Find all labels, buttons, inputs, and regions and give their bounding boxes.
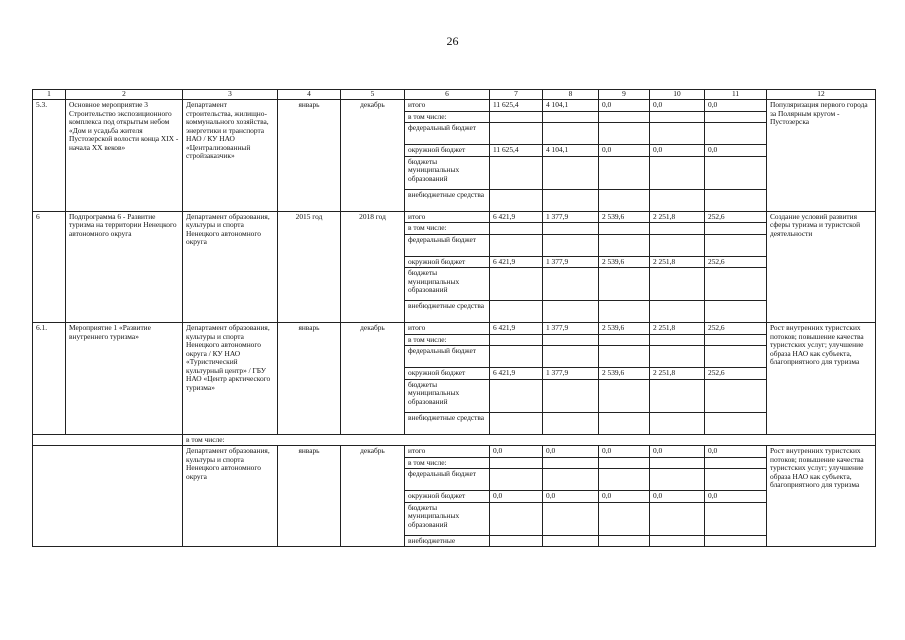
amount-cell (543, 346, 599, 368)
funding-source-label: итого (405, 100, 490, 112)
amount-cell (705, 469, 767, 491)
column-number-cell: 10 (650, 90, 705, 100)
amount-cell: 0,0 (543, 491, 599, 503)
amount-cell (705, 346, 767, 368)
amount-cell (650, 346, 705, 368)
amount-cell: 11 625,4 (490, 100, 543, 112)
amount-cell: 252,6 (705, 323, 767, 335)
item-start: 2015 год (278, 211, 341, 323)
item-result: Рост внутренних туристских потоков; повышение качества туристских услуг; улучшение образа НАО как субъекта, благоприятного для туризма (767, 446, 876, 547)
item-result: Популяризация первого города за Полярным кругом - Пустозерска (767, 100, 876, 212)
amount-cell (543, 111, 599, 123)
amount-cell (599, 111, 650, 123)
column-number-cell: 3 (183, 90, 278, 100)
funding-source-label: федеральный бюджет (405, 234, 490, 256)
amount-cell (599, 123, 650, 145)
amount-cell (543, 189, 599, 211)
amount-cell (490, 301, 543, 323)
amount-cell: 1 377,9 (543, 323, 599, 335)
funding-source-label: в том числе: (405, 111, 490, 123)
amount-cell (705, 189, 767, 211)
amount-cell (599, 189, 650, 211)
program-table (32, 89, 876, 547)
amount-cell: 2 251,8 (650, 256, 705, 268)
amount-cell (490, 502, 543, 535)
amount-cell: 2 251,8 (650, 368, 705, 380)
column-number-cell: 9 (599, 90, 650, 100)
amount-cell (543, 268, 599, 301)
amount-cell (650, 535, 705, 547)
item-start: январь (278, 323, 341, 435)
amount-cell (543, 457, 599, 469)
amount-cell (599, 346, 650, 368)
amount-cell (705, 123, 767, 145)
amount-cell (490, 412, 543, 434)
amount-cell (650, 189, 705, 211)
amount-cell (650, 469, 705, 491)
column-number-cell: 12 (767, 90, 876, 100)
amount-cell (543, 412, 599, 434)
item-start: январь (278, 446, 341, 547)
item-number: 5.3. (33, 100, 66, 212)
amount-cell: 6 421,9 (490, 323, 543, 335)
amount-cell (599, 301, 650, 323)
item-result: Создание условий развития сферы туризма и туристской деятельности (767, 211, 876, 323)
column-number-cell: 4 (278, 90, 341, 100)
amount-cell (599, 268, 650, 301)
funding-source-label: внебюджетные средства (405, 412, 490, 434)
funding-source-label: окружной бюджет (405, 256, 490, 268)
amount-cell: 0,0 (599, 491, 650, 503)
funding-source-label: федеральный бюджет (405, 469, 490, 491)
amount-cell: 0,0 (705, 491, 767, 503)
amount-cell (543, 223, 599, 235)
funding-source-label: федеральный бюджет (405, 123, 490, 145)
amount-cell (543, 334, 599, 346)
amount-cell: 2 251,8 (650, 323, 705, 335)
funding-source-label: окружной бюджет (405, 491, 490, 503)
item-end: декабрь (341, 446, 405, 547)
amount-cell (543, 156, 599, 189)
amount-cell (543, 502, 599, 535)
amount-cell (705, 535, 767, 547)
item-number: 6 (33, 211, 66, 323)
amount-cell (490, 268, 543, 301)
amount-cell: 0,0 (650, 446, 705, 458)
funding-source-label: итого (405, 211, 490, 223)
amount-cell (599, 457, 650, 469)
amount-cell (705, 268, 767, 301)
item-number: 6.1. (33, 323, 66, 435)
item-end: 2018 год (341, 211, 405, 323)
amount-cell (650, 412, 705, 434)
funding-source-label: бюджеты муниципальных образований (405, 379, 490, 412)
item-end: декабрь (341, 100, 405, 212)
amount-cell: 0,0 (705, 145, 767, 157)
amount-cell (490, 346, 543, 368)
funding-source-label: в том числе: (405, 334, 490, 346)
item-name: Подпрограмма 6 - Развитие туризма на территории Ненецкого автономного округа (66, 211, 183, 323)
amount-cell (705, 301, 767, 323)
item-executor: Департамент образования, культуры и спорта Ненецкого автономного округа (183, 446, 278, 547)
item-name: Мероприятие 1 «Развитие внутреннего туризма» (66, 323, 183, 435)
page-number: 26 (446, 34, 459, 48)
subheading-label: в том числе: (183, 434, 876, 446)
funding-source-label: итого (405, 323, 490, 335)
funding-source-label: в том числе: (405, 457, 490, 469)
amount-cell: 0,0 (705, 446, 767, 458)
column-number-cell: 2 (66, 90, 183, 100)
amount-cell: 252,6 (705, 256, 767, 268)
amount-cell: 0,0 (490, 446, 543, 458)
amount-cell (543, 301, 599, 323)
funding-source-label: окружной бюджет (405, 145, 490, 157)
amount-cell (705, 234, 767, 256)
amount-cell: 252,6 (705, 211, 767, 223)
item-executor: Департамент образования, культуры и спорта Ненецкого автономного округа / КУ НАО «Туристический культурный центр» / ГБУ НАО «Центр арктического туризма» (183, 323, 278, 435)
amount-cell: 0,0 (599, 100, 650, 112)
amount-cell (543, 535, 599, 547)
table-row (33, 446, 876, 458)
amount-cell (490, 111, 543, 123)
amount-cell: 0,0 (705, 100, 767, 112)
item-end: декабрь (341, 323, 405, 435)
amount-cell (599, 535, 650, 547)
funding-source-label: федеральный бюджет (405, 346, 490, 368)
amount-cell: 0,0 (650, 100, 705, 112)
funding-source-label: бюджеты муниципальных образований (405, 156, 490, 189)
funding-source-label: внебюджетные (405, 535, 490, 547)
amount-cell (705, 111, 767, 123)
funding-source-label: в том числе: (405, 223, 490, 235)
column-number-cell: 6 (405, 90, 490, 100)
amount-cell: 1 377,9 (543, 211, 599, 223)
amount-cell: 1 377,9 (543, 256, 599, 268)
amount-cell (650, 268, 705, 301)
amount-cell (705, 379, 767, 412)
amount-cell: 2 539,6 (599, 368, 650, 380)
table-body (33, 90, 876, 547)
amount-cell: 6 421,9 (490, 211, 543, 223)
amount-cell: 4 104,1 (543, 100, 599, 112)
amount-cell (490, 334, 543, 346)
amount-cell (599, 223, 650, 235)
amount-cell (543, 123, 599, 145)
amount-cell (490, 223, 543, 235)
funding-source-label: бюджеты муниципальных образований (405, 502, 490, 535)
amount-cell (650, 379, 705, 412)
funding-source-label: окружной бюджет (405, 368, 490, 380)
funding-source-label: итого (405, 446, 490, 458)
amount-cell: 6 421,9 (490, 368, 543, 380)
item-executor: Департамент строительства, жилищно-коммунального хозяйства, энергетики и транспорта НАО / КУ НАО «Централизованный стройзаказчик» (183, 100, 278, 212)
amount-cell (650, 301, 705, 323)
amount-cell (705, 334, 767, 346)
item-name: Основное мероприятие 3 Строительство экспозиционного комплекса под открытым небом «Дом и усадьба жителя Пустозерской волости конца XIX - начала XX веков» (66, 100, 183, 212)
item-result: Рост внутренних туристских потоков; повышение качества туристских услуг; улучшение образа НАО как субъекта, благоприятного для туризма (767, 323, 876, 435)
amount-cell: 0,0 (490, 491, 543, 503)
amount-cell (650, 111, 705, 123)
amount-cell: 11 625,4 (490, 145, 543, 157)
column-number-cell: 5 (341, 90, 405, 100)
amount-cell: 0,0 (650, 491, 705, 503)
amount-cell (490, 379, 543, 412)
funding-source-label: внебюджетные средства (405, 301, 490, 323)
subheading-row (33, 434, 876, 446)
amount-cell (650, 223, 705, 235)
amount-cell (490, 469, 543, 491)
item-start: январь (278, 100, 341, 212)
empty-cell (33, 446, 183, 547)
amount-cell (650, 334, 705, 346)
empty-cell (33, 434, 183, 446)
amount-cell (705, 156, 767, 189)
amount-cell (705, 457, 767, 469)
amount-cell (490, 535, 543, 547)
amount-cell: 0,0 (599, 446, 650, 458)
amount-cell: 2 251,8 (650, 211, 705, 223)
amount-cell: 252,6 (705, 368, 767, 380)
item-executor: Департамент образования, культуры и спорта Ненецкого автономного округа (183, 211, 278, 323)
column-number-cell: 7 (490, 90, 543, 100)
amount-cell (490, 123, 543, 145)
amount-cell (543, 234, 599, 256)
amount-cell (650, 457, 705, 469)
amount-cell (650, 502, 705, 535)
amount-cell (490, 189, 543, 211)
amount-cell (490, 457, 543, 469)
amount-cell: 6 421,9 (490, 256, 543, 268)
table-row (33, 323, 876, 335)
amount-cell (599, 334, 650, 346)
amount-cell (543, 469, 599, 491)
amount-cell: 1 377,9 (543, 368, 599, 380)
amount-cell (650, 156, 705, 189)
column-number-row (33, 90, 876, 100)
amount-cell: 2 539,6 (599, 256, 650, 268)
amount-cell: 2 539,6 (599, 211, 650, 223)
amount-cell (599, 412, 650, 434)
column-number-cell: 8 (543, 90, 599, 100)
amount-cell (543, 379, 599, 412)
amount-cell (705, 412, 767, 434)
table-row (33, 211, 876, 223)
amount-cell (599, 379, 650, 412)
funding-source-label: внебюджетные средства (405, 189, 490, 211)
funding-source-label: бюджеты муниципальных образований (405, 268, 490, 301)
amount-cell: 2 539,6 (599, 323, 650, 335)
amount-cell: 4 104,1 (543, 145, 599, 157)
column-number-cell: 11 (705, 90, 767, 100)
amount-cell (705, 223, 767, 235)
amount-cell (599, 502, 650, 535)
amount-cell (650, 234, 705, 256)
amount-cell (599, 234, 650, 256)
amount-cell (490, 156, 543, 189)
amount-cell (599, 469, 650, 491)
table-row (33, 100, 876, 112)
amount-cell: 0,0 (650, 145, 705, 157)
amount-cell: 0,0 (599, 145, 650, 157)
amount-cell: 0,0 (543, 446, 599, 458)
amount-cell (705, 502, 767, 535)
amount-cell (650, 123, 705, 145)
column-number-cell: 1 (33, 90, 66, 100)
amount-cell (599, 156, 650, 189)
amount-cell (490, 234, 543, 256)
